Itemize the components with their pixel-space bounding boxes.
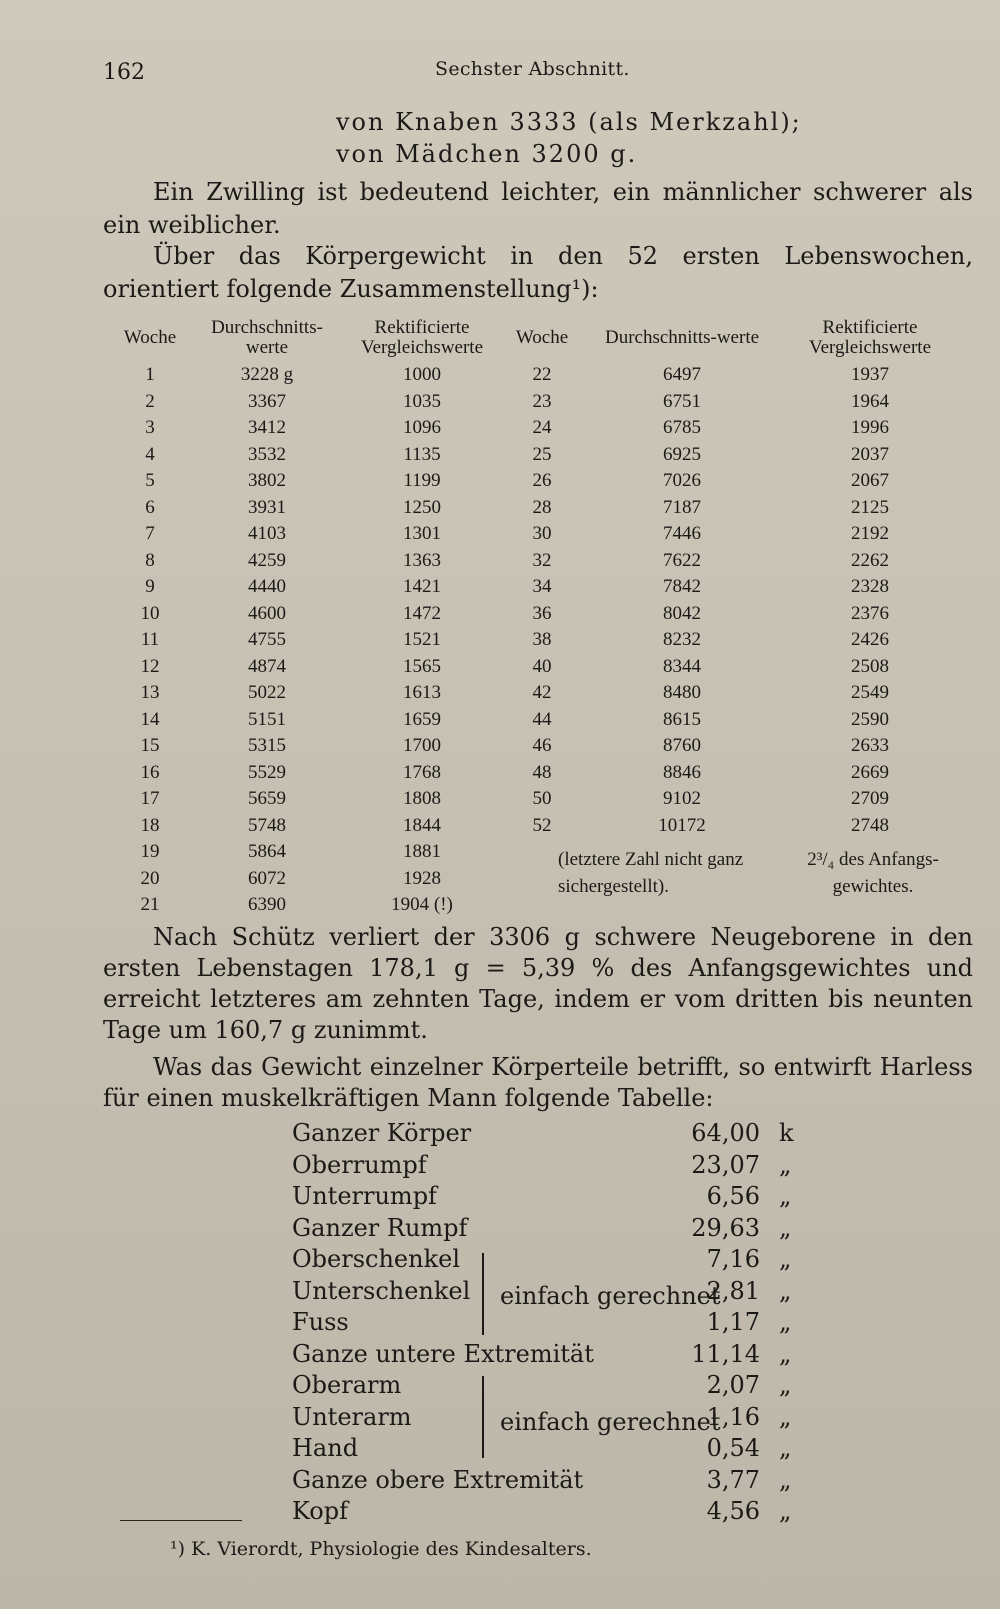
body-part-name: Unterschenkel — [292, 1276, 471, 1305]
body-part-name: Oberrumpf — [292, 1150, 427, 1179]
table-cell: 2549 — [851, 682, 889, 704]
table-cell: 2709 — [851, 788, 889, 810]
table-cell: 3367 — [248, 390, 286, 412]
paragraph-twins: Ein Zwilling ist bedeutend leichter, ein männlicher schwerer als ein weiblicher. — [103, 178, 973, 239]
table-cell: 46 — [532, 735, 552, 757]
table-cell: 2328 — [851, 576, 889, 598]
table-cell: 7622 — [663, 549, 701, 571]
body-part-weight: 0,54 — [706, 1434, 760, 1462]
table-cell: 1035 — [403, 390, 441, 412]
table-cell: 8232 — [663, 629, 701, 651]
body-part-weight: 3,77 — [706, 1465, 760, 1494]
table-cell: 7842 — [663, 576, 701, 598]
table-cell: 1768 — [403, 761, 441, 783]
body-part-weight-table — [292, 1118, 812, 1528]
list-item — [292, 1181, 812, 1213]
table-cell: 6785 — [663, 417, 701, 439]
table-cell: 6390 — [248, 894, 286, 916]
weight-unit: „ — [779, 1339, 792, 1368]
table-cell: 16 — [140, 761, 160, 783]
table-cell: 6751 — [663, 390, 701, 412]
table-cell: 1964 — [851, 390, 889, 412]
table-cell: 3412 — [248, 417, 286, 439]
table-cell: 1996 — [851, 417, 889, 439]
body-part-name: Ganze obere Extremität — [292, 1465, 584, 1494]
table-cell: 52 — [532, 814, 552, 836]
table-cell: 4440 — [248, 576, 286, 598]
table-row — [108, 680, 958, 707]
table-cell: 38 — [532, 629, 552, 651]
table-cell: 24 — [532, 417, 552, 439]
footnote-rule — [120, 1520, 242, 1521]
table-cell: 1613 — [403, 682, 441, 704]
table-cell: 3532 — [248, 443, 286, 465]
table-row — [108, 601, 958, 628]
table-cell: 1199 — [403, 470, 441, 492]
table-row — [108, 627, 958, 654]
table-cell: 8760 — [663, 735, 701, 757]
table-cell: 42 — [532, 682, 552, 704]
body-part-weight: 1,17 — [706, 1308, 760, 1336]
body-part-weight: 7,16 — [706, 1245, 760, 1273]
table-cell: 4600 — [248, 602, 286, 624]
table-cell: 6072 — [248, 867, 286, 889]
body-part-name: Oberarm — [292, 1371, 402, 1399]
table-row — [108, 495, 958, 522]
brace-label-arms: einfach gerechnet — [500, 1408, 721, 1436]
table-row — [108, 442, 958, 469]
table-row — [108, 468, 958, 495]
table-header-row — [108, 314, 958, 362]
table-note-left: (letztere Zahl nicht ganz sichergestellt). — [558, 849, 744, 897]
weekly-weight-table — [108, 314, 958, 919]
table-cell: 36 — [532, 602, 552, 624]
table-cell: 3802 — [248, 470, 286, 492]
table-cell: 2037 — [851, 443, 889, 465]
table-row — [108, 813, 958, 840]
list-item — [292, 1118, 812, 1150]
table-cell: 2262 — [851, 549, 889, 571]
table-cell: 5315 — [248, 735, 286, 757]
table-row — [108, 362, 958, 389]
weight-unit: „ — [779, 1402, 792, 1431]
table-cell: 28 — [532, 496, 552, 518]
table-cell: 1937 — [851, 364, 889, 386]
table-cell: 1659 — [403, 708, 441, 730]
table-cell: 11 — [140, 629, 160, 651]
body-part-weight: 4,56 — [706, 1497, 760, 1525]
table-cell: 4 — [145, 443, 155, 465]
col-header-rectified: Rektificierte Vergleichswerte — [360, 317, 484, 358]
table-cell: 5864 — [248, 841, 286, 863]
table-cell: 2067 — [851, 470, 889, 492]
table-cell: 13 — [140, 682, 160, 704]
intro-line-girls: von Mädchen 3200 g. — [336, 140, 638, 168]
body-part-name: Fuss — [292, 1308, 349, 1336]
table-cell: 1904 (!) — [391, 894, 453, 916]
intro-line-boys: von Knaben 3333 (als Merkzahl); — [336, 108, 802, 136]
table-cell: 21 — [140, 894, 160, 916]
table-cell: 1 — [145, 364, 155, 386]
table-cell: 8615 — [663, 708, 701, 730]
body-part-weight: 6,56 — [706, 1182, 760, 1210]
table-cell: 1472 — [403, 602, 441, 624]
weight-unit: „ — [779, 1497, 792, 1525]
list-item — [292, 1213, 812, 1245]
table-cell: 34 — [532, 576, 552, 598]
body-part-weight: 2,07 — [706, 1371, 760, 1399]
list-item — [292, 1244, 812, 1276]
table-cell: 5022 — [248, 682, 286, 704]
table-cell: 22 — [532, 364, 552, 386]
table-cell: 2508 — [851, 655, 889, 677]
table-cell: 26 — [532, 470, 552, 492]
table-cell: 5 — [145, 470, 155, 492]
table-cell: 19 — [140, 841, 160, 863]
col-header-week-2: Woche — [515, 327, 569, 348]
body-part-name: Unterarm — [292, 1402, 412, 1431]
table-cell: 1135 — [403, 443, 441, 465]
table-row — [108, 733, 958, 760]
table-cell: 50 — [532, 788, 552, 810]
table-cell: 1521 — [403, 629, 441, 651]
table-cell: 23 — [532, 390, 552, 412]
table-row — [108, 654, 958, 681]
table-row — [108, 574, 958, 601]
weight-unit: „ — [779, 1150, 792, 1179]
body-part-weight: 11,14 — [691, 1339, 760, 1368]
body-part-weight: 2,81 — [706, 1276, 760, 1305]
table-cell: 6925 — [663, 443, 701, 465]
table-cell: 1928 — [403, 867, 441, 889]
table-cell: 32 — [532, 549, 552, 571]
table-cell: 7187 — [663, 496, 701, 518]
table-cell: 40 — [532, 655, 552, 677]
table-cell: 1700 — [403, 735, 441, 757]
col-header-week: Woche — [123, 327, 177, 348]
body-part-name: Unterrumpf — [292, 1182, 437, 1210]
table-cell: 4755 — [248, 629, 286, 651]
table-cell: 8480 — [663, 682, 701, 704]
table-row — [108, 760, 958, 787]
table-cell: 4259 — [248, 549, 286, 571]
table-cell: 6497 — [663, 364, 701, 386]
list-item — [292, 1307, 812, 1339]
table-row — [108, 521, 958, 548]
weight-unit: „ — [779, 1182, 792, 1210]
table-cell: 3228 g — [240, 364, 294, 386]
table-cell: 3931 — [248, 496, 286, 518]
brace-legs — [482, 1253, 484, 1335]
table-cell: 8344 — [663, 655, 701, 677]
table-cell: 7 — [145, 523, 155, 545]
table-cell: 9 — [145, 576, 155, 598]
table-cell: 30 — [532, 523, 552, 545]
table-cell: 9102 — [663, 788, 701, 810]
table-cell: 5748 — [248, 814, 286, 836]
body-part-name: Ganzer Körper — [292, 1119, 472, 1147]
table-cell: 7446 — [663, 523, 701, 545]
table-cell: 1000 — [403, 364, 441, 386]
body-part-weight: 64,00 — [691, 1119, 760, 1147]
table-cell: 12 — [140, 655, 160, 677]
paragraph-schuetz: Nach Schütz verliert der 3306 g schwere Neugeborene in den ersten Lebenstagen 178,1 g = 5,39 % des Anfangsgewichtes und erreicht letzteres am zehnten Tage, indem er vom dritten bis neunten Tage um 160,7 g zunimmt. — [103, 923, 973, 1044]
weight-unit: „ — [779, 1308, 792, 1336]
body-part-weight: 1,16 — [706, 1402, 760, 1431]
table-cell: 4874 — [248, 655, 286, 677]
col-header-rectified-2: Rektificierte Vergleichswerte — [808, 317, 932, 358]
body-part-name: Ganzer Rumpf — [292, 1213, 468, 1242]
table-cell: 44 — [532, 708, 552, 730]
list-item — [292, 1150, 812, 1182]
table-cell: 1421 — [403, 576, 441, 598]
brace-label-legs: einfach gerechnet — [500, 1282, 721, 1310]
paragraph-harless: Was das Gewicht einzelner Körperteile betrifft, so entwirft Harless für einen muskelkräftigen Mann folgende Tabelle: — [103, 1053, 973, 1112]
weight-unit: k — [779, 1119, 794, 1147]
table-cell: 2590 — [851, 708, 889, 730]
list-item — [292, 1433, 812, 1465]
weight-unit: „ — [779, 1245, 792, 1273]
table-cell: 20 — [140, 867, 160, 889]
weight-unit: „ — [779, 1371, 792, 1399]
table-cell: 1301 — [403, 523, 441, 545]
table-cell: 1565 — [403, 655, 441, 677]
body-part-weight: 23,07 — [691, 1150, 760, 1179]
table-row — [108, 548, 958, 575]
table-cell: 1881 — [403, 841, 441, 863]
table-note-right: 2³/₄ des Anfangs-gewichtes. — [807, 849, 939, 897]
table-cell: 2669 — [851, 761, 889, 783]
table-cell: 18 — [140, 814, 160, 836]
table-cell: 10172 — [658, 814, 706, 836]
col-header-average-text: Durchschnitts-werte — [211, 317, 323, 358]
page-number: 162 — [103, 60, 145, 85]
table-row — [108, 786, 958, 813]
table-cell: 48 — [532, 761, 552, 783]
table-cell: 2426 — [851, 629, 889, 651]
body-part-name: Hand — [292, 1434, 359, 1462]
weight-unit: „ — [779, 1276, 792, 1305]
table-cell: 5529 — [248, 761, 286, 783]
table-cell: 5151 — [248, 708, 286, 730]
table-cell: 2748 — [851, 814, 889, 836]
list-item — [292, 1465, 812, 1497]
table-cell: 1844 — [403, 814, 441, 836]
table-cell: 4103 — [248, 523, 286, 545]
table-cell: 2192 — [851, 523, 889, 545]
body-part-name: Oberschenkel — [292, 1245, 461, 1273]
body-part-name: Kopf — [292, 1497, 348, 1525]
table-cell: 25 — [532, 443, 552, 465]
table-cell: 15 — [140, 735, 160, 757]
table-cell: 8042 — [663, 602, 701, 624]
col-header-average-2: Durchschnitts-werte — [604, 327, 760, 348]
col-header-average — [192, 314, 342, 362]
weight-unit: „ — [779, 1213, 792, 1242]
body-part-weight: 29,63 — [691, 1213, 760, 1242]
table-cell: 2633 — [851, 735, 889, 757]
table-cell: 14 — [140, 708, 160, 730]
table-cell: 2 — [145, 390, 155, 412]
table-cell: 8 — [145, 549, 155, 571]
footnote: ¹) K. Vierordt, Physiologie des Kindesalters. — [170, 1538, 592, 1560]
list-item — [292, 1496, 812, 1528]
table-row — [108, 707, 958, 734]
table-cell: 5659 — [248, 788, 286, 810]
running-head: Sechster Abschnitt. — [435, 58, 630, 80]
table-row — [108, 415, 958, 442]
list-item — [292, 1339, 812, 1371]
table-row — [108, 389, 958, 416]
body-part-name: Ganze untere Extremität — [292, 1339, 594, 1368]
table-cell: 7026 — [663, 470, 701, 492]
paragraph-weeks-intro: Über das Körpergewicht in den 52 ersten Lebenswochen, orientiert folgende Zusammenstellung¹): — [103, 242, 973, 303]
table-cell: 2376 — [851, 602, 889, 624]
table-cell: 8846 — [663, 761, 701, 783]
list-item — [292, 1370, 812, 1402]
table-cell: 6 — [145, 496, 155, 518]
table-cell: 1096 — [403, 417, 441, 439]
table-cell: 1808 — [403, 788, 441, 810]
table-cell: 17 — [140, 788, 160, 810]
table-cell: 2125 — [851, 496, 889, 518]
table-cell: 10 — [140, 602, 160, 624]
weight-unit: „ — [779, 1434, 792, 1462]
weight-unit: „ — [779, 1465, 792, 1494]
table-cell: 1250 — [403, 496, 441, 518]
table-cell: 1363 — [403, 549, 441, 571]
brace-arms — [482, 1376, 484, 1458]
table-cell: 3 — [145, 417, 155, 439]
